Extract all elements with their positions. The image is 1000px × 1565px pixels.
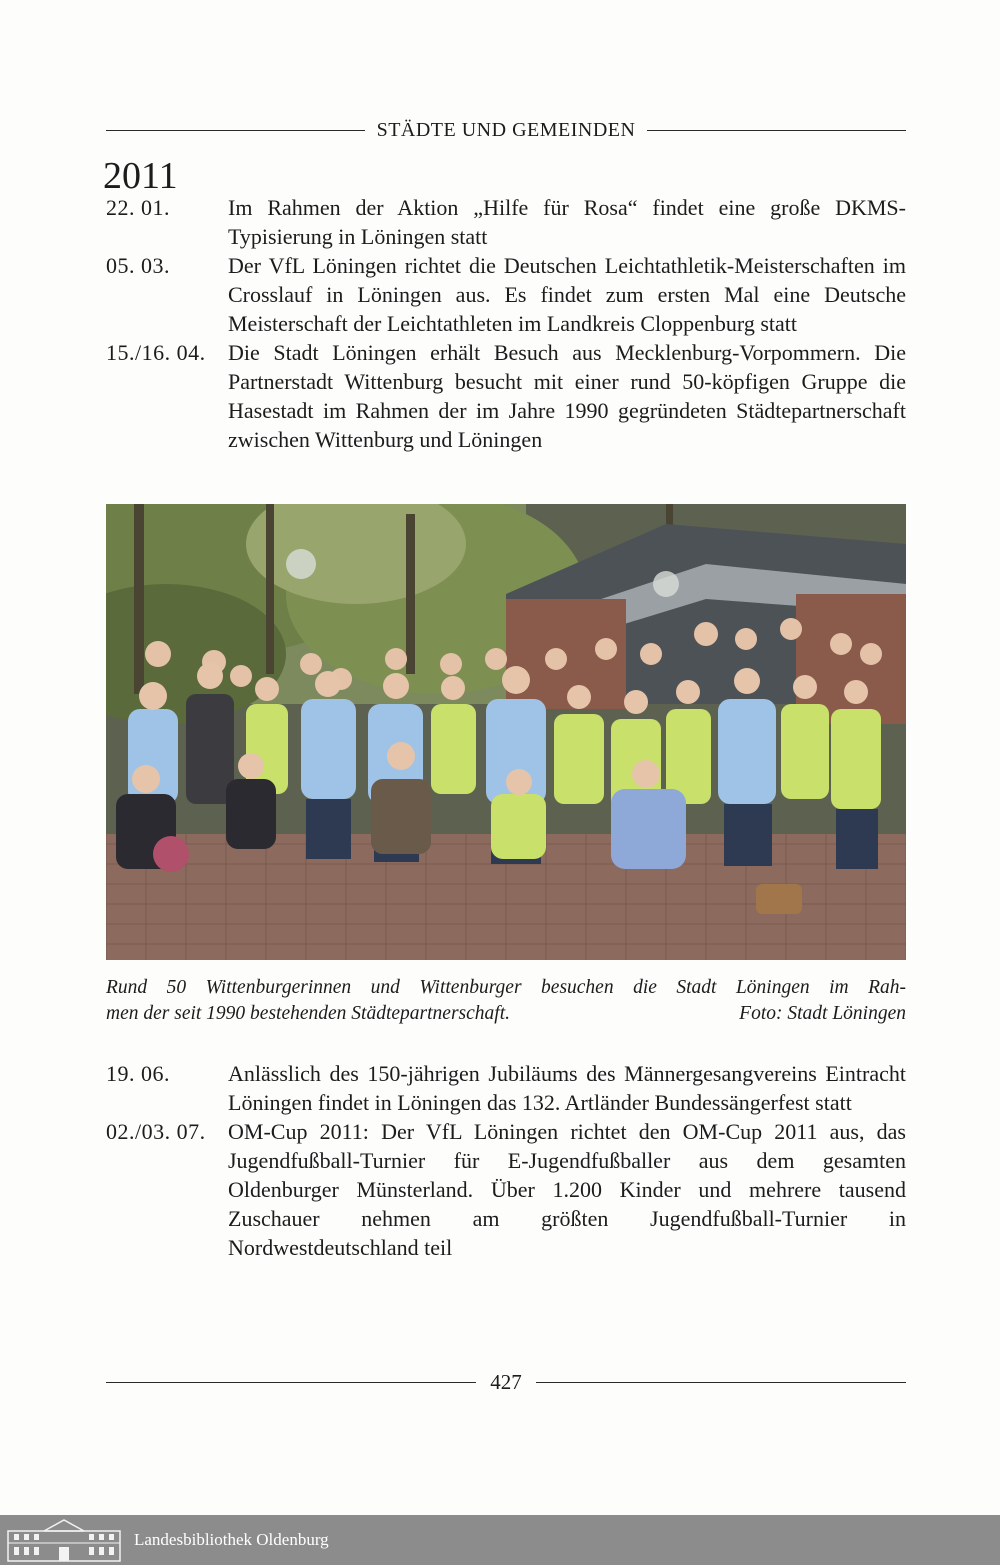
entry-text: Der VfL Löningen richtet die Deutschen Leichtathletik-Meisterschaften im Crosslauf in Löningen aus. Es findet zum ersten Mal eine Deutsche Meisterschaft der Leichtathleten im Landkreis Cloppenburg statt [228,253,906,336]
photo-credit: Foto: Stadt Löningen [739,1003,906,1024]
group-photo-illustration [106,504,906,960]
running-header [106,116,906,144]
library-building-icon [4,1517,124,1563]
photo-caption [106,975,906,1027]
entry-date: 19. 06. [106,1061,170,1086]
chronicle-entry [106,338,906,454]
chronicle-entries-bottom [106,1059,906,1262]
header-rule-right [647,130,906,131]
page-number: 427 [490,1369,522,1394]
group-photo [106,504,906,960]
entry-text: OM-Cup 2011: Der VfL Löningen richtet den OM-Cup 2011 aus, das Jugendfußball-Turnier für E-Jugendfußballer aus dem gesamten Oldenburger Münsterland. Über 1.200 Kinder und mehrere tausend Zuschauer nehmen am größten Jugendfußball-Turnier in Nordwestdeutschland teil [228,1119,906,1260]
caption-line-2-row [106,1001,906,1027]
entry-date: 05. 03. [106,253,170,278]
entry-date: 22. 01. [106,195,170,220]
library-bar [0,1515,1000,1565]
footer-rule-left [106,1382,476,1383]
header-rule-left [106,130,365,131]
entry-date: 02./03. 07. [106,1119,206,1144]
chronicle-entry [106,1059,906,1117]
header-title: STÄDTE UND GEMEINDEN [376,118,636,141]
footer-rule-right [536,1382,906,1383]
caption-line-2: men der seit 1990 bestehenden Städtepartnerschaft. [106,1003,511,1024]
library-name: Landesbibliothek Oldenburg [134,1530,329,1549]
entry-date: 15./16. 04. [106,340,206,365]
caption-line-1: Rund 50 Wittenburgerinnen und Wittenburger besuchen die Stadt Löningen im Rah- [106,977,906,998]
year-heading: 2011 [103,155,178,197]
chronicle-entry [106,251,906,338]
chronicle-entry [106,1117,906,1262]
entry-text: Anlässlich des 150-jährigen Jubiläums des Männergesangvereins Eintracht Löningen findet in Löningen das 132. Artländer Bundessängerfest statt [228,1061,906,1115]
chronicle-entry [106,193,906,251]
chronicle-entries-top [106,193,906,454]
entry-text: Die Stadt Löningen erhält Besuch aus Mecklenburg-Vorpommern. Die Partnerstadt Wittenburg besucht mit einer rund 50-köpfigen Gruppe die Hasestadt im Rahmen der im Jahre 1990 gegründeten Städtepartnerschaft zwischen Wittenburg und Löningen [228,340,906,452]
entry-text: Im Rahmen der Aktion „Hilfe für Rosa“ findet eine große DKMS-Typisierung in Löningen statt [228,195,906,249]
page-footer [106,1367,906,1397]
